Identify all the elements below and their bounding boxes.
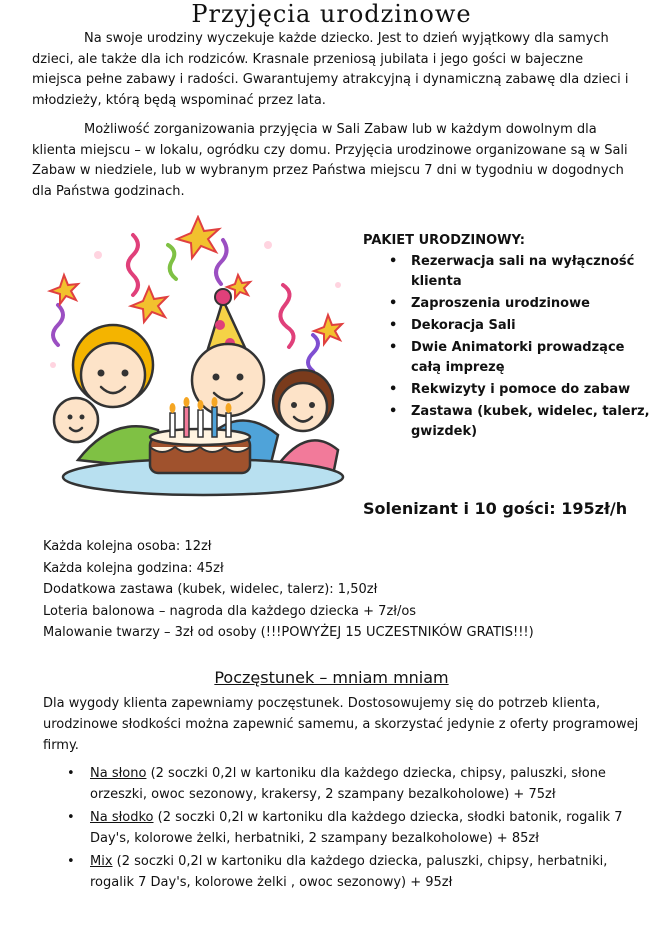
intro-text-2: Możliwość zorganizowania przyjęcia w Sali Zabaw lub w każdym dowolnym dla klienta miejscu – w lokalu, ogródku czy domu. Przyjęcia urodzinowe organizowane są w Sali Zabaw w niedziele, lub w wybranym przez Państwa miejscu 7 dni w tygodniu w dogodnych dla Państwa godzinach. <box>32 122 628 199</box>
package-price: Solenizant i 10 gości: 195zł/h <box>363 499 628 518</box>
list-item: • Zaproszenia urodzinowe <box>411 294 653 314</box>
package-list <box>363 252 653 442</box>
option-name: Na słodko <box>90 810 154 825</box>
extra-item: Loteria balonowa – nagroda dla każdego dziecka + 7zł/os <box>43 603 417 619</box>
extras-list <box>43 536 534 644</box>
list-item <box>90 851 630 893</box>
list-item <box>90 807 630 849</box>
birthday-package <box>363 233 653 444</box>
list-item: • Dwie Animatorki prowadzące całą imprezę <box>411 338 653 378</box>
option-desc: (2 soczki 0,2l w kartoniku dla każdego dziecka, chipsy, paluszki, słone orzeszki, owoc sezonowy, krakersy, 2 szampany bezalkoholowe) + 75zł <box>90 766 606 802</box>
option-name: Mix <box>90 854 113 869</box>
extra-item: Malowanie twarzy – 3zł od osoby (!!!POWYŻEJ 15 UCZESTNIKÓW GRATIS!!!) <box>43 625 534 640</box>
package-title: PAKIET URODZINOWY: <box>363 233 526 248</box>
refreshments-intro: Dla wygody klienta zapewniamy poczęstunek. Dostosowujemy się do potrzeb klienta, urodzinowe słodkości można zapewnić samemu, a skorzystać jedynie z oferty programowej firmy. <box>43 696 639 753</box>
option-name: Na słono <box>90 766 147 781</box>
list-item: • Dekoracja Sali <box>411 316 653 336</box>
list-item: • Zastawa (kubek, widelec, talerz, gwizdek) <box>411 402 653 442</box>
list-item: • Rezerwacja sali na wyłączność klienta <box>411 252 653 292</box>
intro-paragraph-2 <box>32 120 632 202</box>
extra-item: Każda kolejna godzina: 45zł <box>43 560 224 576</box>
option-desc: (2 soczki 0,2l w kartoniku dla każdego dziecka, słodki batonik, rogalik 7 Day's, kolorowe żelki, herbatniki, 2 szampany bezalkoholowe) + 85zł <box>90 810 623 846</box>
birthday-illustration <box>38 215 358 500</box>
option-desc: (2 soczki 0,2l w kartoniku dla każdego dziecka, paluszki, chipsy, herbatniki, rogalik 7 Day's, kolorowe żelki , owoc sezonowy) + 95zł <box>90 854 608 890</box>
extra-item: Dodatkowa zastawa (kubek, widelec, talerz): 1,50zł <box>43 582 378 597</box>
page-title: Przyjęcia urodzinowe <box>191 0 472 28</box>
refreshment-options <box>90 763 630 895</box>
intro-paragraph-1 <box>32 29 632 111</box>
extra-item: Każda kolejna osoba: 12zł <box>43 539 212 554</box>
list-item: • Rekwizyty i pomoce do zabaw <box>411 380 653 400</box>
refreshments-heading <box>0 668 663 687</box>
list-item <box>90 763 630 805</box>
refreshments-title: Poczęstunek – mniam mniam <box>214 668 449 687</box>
intro-text-1: Na swoje urodziny wyczekuje każde dziecko. Jest to dzień wyjątkowy dla samych dzieci, ale także dla ich rodziców. Krasnale przeniosą jubilata i jego gości w bajeczne miejsca pełne zabawy i radości. Gwarantujemy atrakcyjną i dynamiczną zabawę dla dzieci i młodzieży, którą będą wspominać przez lata. <box>32 31 629 108</box>
